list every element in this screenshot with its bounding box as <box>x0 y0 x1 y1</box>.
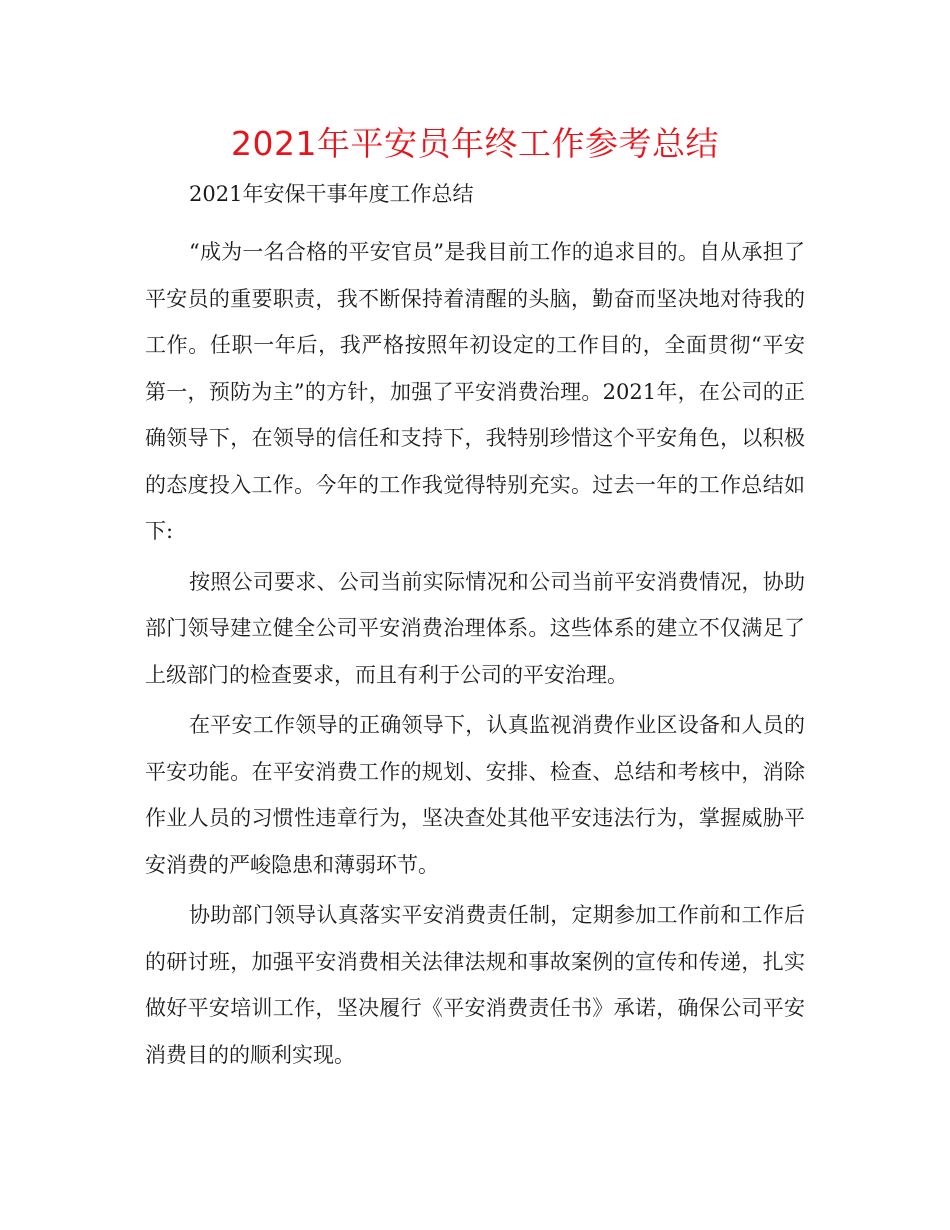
paragraph-4: 协助部门领导认真落实平安消费责任制，定期参加工作前和工作后的研讨班，加强平安消费相关法律法规和事故案例的宣传和传递，扎实做好平安培训工作，坚决履行《平安消费责任书》承诺，确保公司平安消费目的的顺利实现。 <box>145 903 805 1067</box>
document-subtitle: 2021年安保干事年度工作总结 <box>189 182 474 206</box>
document-title: 2021年平安员年终工作参考总结 <box>231 124 719 163</box>
paragraph-3: 在平安工作领导的正确领导下，认真监视消费作业区设备和人员的平安功能。在平安消费工作的规划、安排、检查、总结和考核中，消除作业人员的习惯性违章行为，坚决查处其他平安违法行为，掌握威胁平安消费的严峻隐患和薄弱环节。 <box>145 713 805 877</box>
paragraph-2: 按照公司要求、公司当前实际情况和公司当前平安消费情况，协助部门领导建立健全公司平安消费治理体系。这些体系的建立不仅满足了上级部门的检查要求，而且有利于公司的平安治理。 <box>145 569 805 687</box>
document-body <box>145 174 805 1078</box>
paragraph-1: “成为一名合格的平安官员”是我目前工作的追求目的。自从承担了平安员的重要职责，我不断保持着清醒的头脑，勤奋而坚决地对待我的工作。任职一年后，我严格按照年初设定的工作目的，全面贯彻“平安第一，预防为主”的方针，加强了平安消费治理。2021年，在公司的正确领导下，在领导的信任和支持下，我特别珍惜这个平安角色，以积极的态度投入工作。今年的工作我觉得特别充实。过去一年的工作总结如下: <box>145 240 805 543</box>
